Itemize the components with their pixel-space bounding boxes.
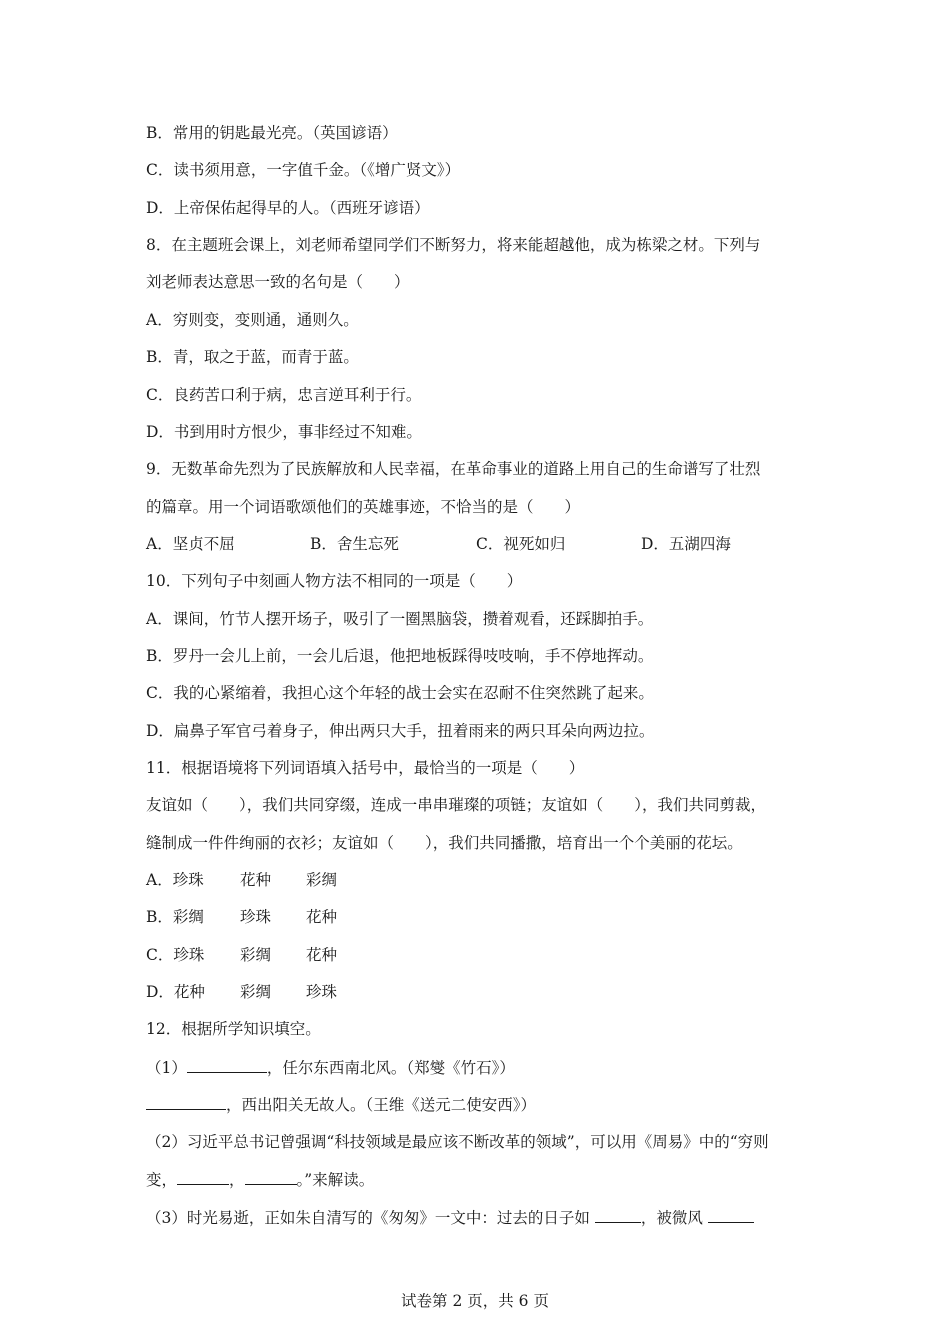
fill-blank[interactable]: [245, 1168, 297, 1185]
q7-option-d: D．上帝保佑起得早的人。（西班牙谚语）: [146, 199, 430, 217]
q12-part1-text: ，任尔东西南北风。（郑燮《竹石》）: [266, 1059, 515, 1077]
q12-part2-comma: ，: [229, 1171, 245, 1189]
q10-stem: 10．下列句子中刻画人物方法不相同的一项是（ ）: [146, 572, 523, 590]
q9-stem-line2: 的篇章。用一个词语歌颂他们的英雄事迹，不恰当的是（ ）: [146, 498, 581, 516]
q12-part2-line2: [146, 1168, 374, 1191]
fill-blank[interactable]: [187, 1056, 267, 1073]
q10-option-a: A．课间，竹节人摆开场子，吸引了一圈黑脑袋，攒着观看，还踩脚拍手。: [146, 610, 654, 628]
q9-option-b: B．舍生忘死: [310, 535, 399, 553]
q7-option-c: C．读书须用意，一字值千金。（《增广贤文》）: [146, 161, 461, 179]
q12-stem: 12．根据所学知识填空。: [146, 1020, 321, 1038]
q9-option-c: C．视死如归: [476, 535, 566, 553]
q11-text-line1: 友谊如（ ），我们共同穿缀，连成一串串璀璨的项链；友谊如（ ），我们共同剪裁，: [146, 796, 767, 814]
q8-option-a: A．穷则变，变则通，通则久。: [146, 311, 359, 329]
q9-stem-line1: 9．无数革命先烈为了民族解放和人民幸福，在革命事业的道路上用自己的生命谱写了壮烈: [146, 460, 761, 478]
q12-part1-prefix: （1）: [146, 1059, 187, 1077]
q10-option-b: B．罗丹一会儿上前，一会儿后退，他把地板踩得吱吱响，手不停地挥动。: [146, 647, 654, 665]
q11-option-c-label: C．珍珠: [146, 946, 205, 964]
q12-part1-text2: ，西出阳关无故人。（王维《送元二使安西》）: [226, 1096, 537, 1114]
q12-part1-line1: [146, 1056, 515, 1079]
q11-option-c-word2: 彩绸: [240, 946, 272, 964]
q9-option-d: D．五湖四海: [641, 535, 731, 553]
q11-option-a-word2: 花种: [240, 871, 272, 889]
q11-option-d-label: D．花种: [146, 983, 205, 1001]
q11-option-d-word2: 彩绸: [240, 983, 272, 1001]
q8-option-d: D．书到用时方恨少，事非经过不知难。: [146, 423, 422, 441]
page-footer: 试卷第 2 页，共 6 页: [401, 1292, 549, 1310]
q9-option-a: A．坚贞不屈: [146, 535, 235, 553]
q12-part1-line2: [146, 1093, 536, 1116]
q12-part2-suffix: 。”来解读。: [296, 1171, 375, 1189]
q10-option-c: C．我的心紧缩着，我担心这个年轻的战士会实在忍耐不住突然跳了起来。: [146, 684, 654, 702]
q12-part2-prefix: 变，: [146, 1171, 178, 1189]
q11-option-a-word3: 彩绸: [306, 871, 338, 889]
q11-option-d-word3: 珍珠: [306, 983, 338, 1001]
q11-option-b-label: B．彩绸: [146, 908, 204, 926]
fill-blank[interactable]: [177, 1168, 229, 1185]
q12-part3-mid: ，被微风: [640, 1209, 703, 1227]
fill-blank[interactable]: [708, 1206, 754, 1223]
q11-stem: 11．根据语境将下列词语填入括号中，最恰当的一项是（ ）: [146, 759, 585, 777]
q11-text-line2: 缝制成一件件绚丽的衣衫；友谊如（ ），我们共同播撒，培育出一个个美丽的花坛。: [146, 834, 743, 852]
q11-option-b-word2: 珍珠: [240, 908, 272, 926]
q8-option-b: B．青，取之于蓝，而青于蓝。: [146, 348, 359, 366]
q8-stem-line2: 刘老师表达意思一致的名句是（ ）: [146, 273, 410, 291]
q8-option-c: C．良药苦口利于病，忠言逆耳利于行。: [146, 386, 422, 404]
q11-option-a-label: A．珍珠: [146, 871, 204, 889]
q11-option-c-word3: 花种: [306, 946, 338, 964]
q12-part3-line1: [146, 1206, 754, 1229]
q8-stem-line1: 8．在主题班会课上，刘老师希望同学们不断努力，将来能超越他，成为栋梁之材。下列与: [146, 236, 761, 254]
q10-option-d: D．扁鼻子军官弓着身子，伸出两只大手，扭着雨来的两只耳朵向两边拉。: [146, 722, 655, 740]
q11-option-b-word3: 花种: [306, 908, 338, 926]
q12-part2-line1: （2）习近平总书记曾强调“科技领域是最应该不断改革的领域”，可以用《周易》中的“穷则: [146, 1133, 769, 1151]
fill-blank[interactable]: [146, 1093, 226, 1110]
fill-blank[interactable]: [595, 1206, 641, 1223]
q12-part3-prefix: （3）时光易逝，正如朱自清写的《匆匆》一文中：过去的日子如: [146, 1209, 590, 1227]
q7-option-b: B．常用的钥匙最光亮。（英国谚语）: [146, 124, 398, 142]
